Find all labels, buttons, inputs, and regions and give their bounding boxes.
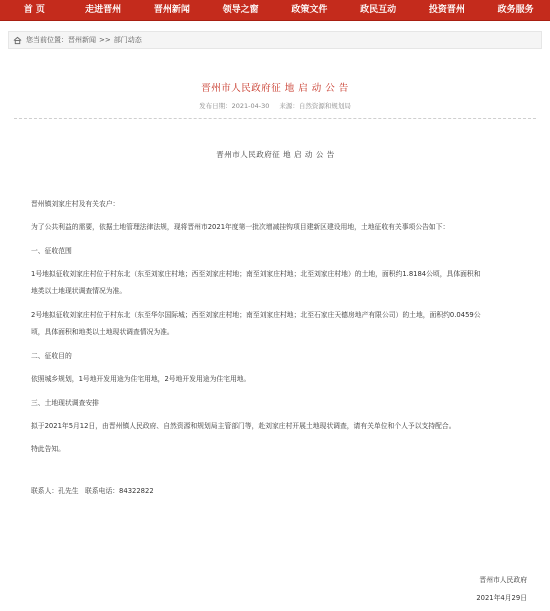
section-1-para-2-line-1: 2号地拟征收刘家庄村位于村东北（东至华尔国际城；西至刘家庄村地；南至刘家庄村地；北至石家庄天德房地产有限公司）的土地，面积约0.0459公 [31,311,481,319]
section-1-para-1-line-2: 地类以土地现状调查情况为准。 [31,287,127,295]
nav-item-leaders[interactable]: 领导之窗 [222,5,259,15]
article-title: 晋州市人民政府征 地 启 动 公 告 [216,150,335,159]
page-title: 晋州市人民政府征 地 启 动 公 告 [201,83,349,94]
closing-text: 特此告知。 [31,445,65,453]
nav-item-interaction[interactable]: 政民互动 [360,5,397,15]
nav-item-invest[interactable]: 投资晋州 [428,5,465,15]
signature-org: 晋州市人民政府 [479,576,527,584]
contact-info: 联系人：孔先生 联系电话：84322822 [31,487,154,495]
header-divider [14,118,536,119]
home-icon [13,36,22,45]
top-nav-bar [0,0,550,21]
section-2-heading: 二、征收目的 [31,352,72,360]
section-1-heading: 一、征收范围 [31,247,72,255]
breadcrumb-prefix: 您当前位置： [26,36,68,44]
greeting: 晋州镇刘家庄村及有关农户： [31,200,120,208]
nav-item-services[interactable]: 政务服务 [497,5,534,15]
breadcrumb [8,31,542,49]
section-1-para-2-line-2: 顷，具体面积和地类以土地现状调查情况为准。 [31,328,174,336]
section-1-para-1-line-1: 1号地拟征收刘家庄村位于村东北（东至刘家庄村地；西至刘家庄村地；南至刘家庄村地；北至刘家庄村地）的土地，面积约1.8184公顷，具体面积和 [31,270,481,278]
section-2-paragraph: 依照城乡规划，1号地开发用途为住宅用地，2号地开发用途为住宅用地。 [31,375,251,383]
signature-date: 2021年4月29日 [476,594,527,602]
article-meta [0,101,550,110]
breadcrumb-separator: >> [99,36,111,44]
nav-item-home[interactable]: 首 页 [23,5,45,15]
publish-date: 发布日期：2021-04-30 [199,102,270,110]
breadcrumb-container [8,31,542,49]
section-3-heading: 三、土地现状调查安排 [31,399,99,407]
article-body [0,148,550,498]
breadcrumb-link-news[interactable]: 晋州新闻 [68,36,96,44]
nav-item-about[interactable]: 走进晋州 [85,5,122,15]
intro-paragraph: 为了公共利益的需要，依据土地管理法律法规，现将晋州市2021年度第一批次增减挂钩项目建新区建设用地，土地征收有关事项公告如下： [31,223,450,231]
nav-item-news[interactable]: 晋州新闻 [153,5,190,15]
nav-item-policy[interactable]: 政策文件 [291,5,328,15]
section-3-paragraph: 拟于2021年5月12日，由晋州镇人民政府、自然资源和规划局主管部门等，赴刘家庄村开展土地现状调查，请有关单位和个人予以支持配合。 [31,422,456,430]
breadcrumb-link-department[interactable]: 部门动态 [113,36,142,44]
article-source: 来源：自然资源和规划局 [279,102,351,110]
